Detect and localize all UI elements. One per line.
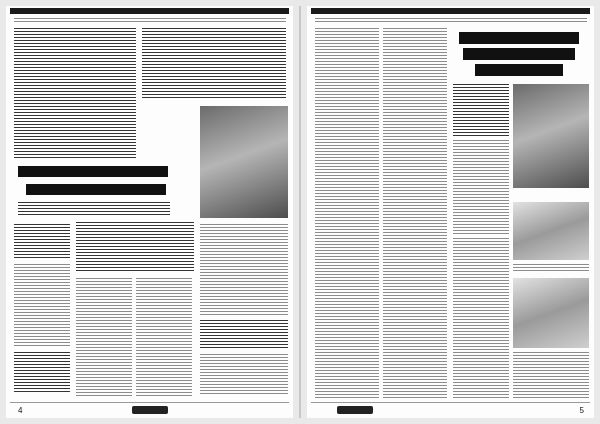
lead-paragraph (453, 84, 509, 136)
headline (18, 166, 168, 177)
right-page (307, 6, 594, 418)
footer-rule (10, 402, 289, 403)
spread-fold (299, 6, 301, 418)
highlight-box (14, 28, 136, 158)
headline (459, 32, 579, 44)
text-column (453, 140, 509, 234)
headline (463, 48, 575, 60)
text-column (200, 320, 288, 350)
text-column (513, 352, 589, 398)
text-column (453, 238, 509, 398)
text-column (200, 224, 288, 316)
left-page (6, 6, 293, 418)
text-column (383, 28, 447, 400)
ceremony-photo (513, 202, 589, 260)
pull-quote (76, 222, 194, 272)
text-column (76, 278, 132, 396)
highlight-box (142, 28, 286, 98)
text-column (14, 264, 70, 348)
logo (337, 406, 373, 414)
lead-paragraph (18, 202, 170, 216)
text-column (136, 278, 192, 396)
text-column (315, 28, 379, 400)
portrait-photo (200, 106, 288, 218)
headline (475, 64, 563, 76)
header-bar (10, 8, 289, 14)
logo (132, 406, 168, 414)
text-column (200, 354, 288, 396)
footer-rule (311, 402, 590, 403)
page-number: 4 (18, 406, 23, 415)
soldier-portrait-photo (513, 84, 589, 188)
text-column (14, 224, 70, 260)
header-bar (311, 8, 590, 14)
photo-caption (513, 264, 589, 272)
section-header (315, 18, 587, 22)
section-header (14, 18, 286, 22)
text-column (14, 352, 70, 394)
headline (26, 184, 166, 195)
award-photo (513, 278, 589, 348)
page-number: 5 (579, 406, 584, 415)
